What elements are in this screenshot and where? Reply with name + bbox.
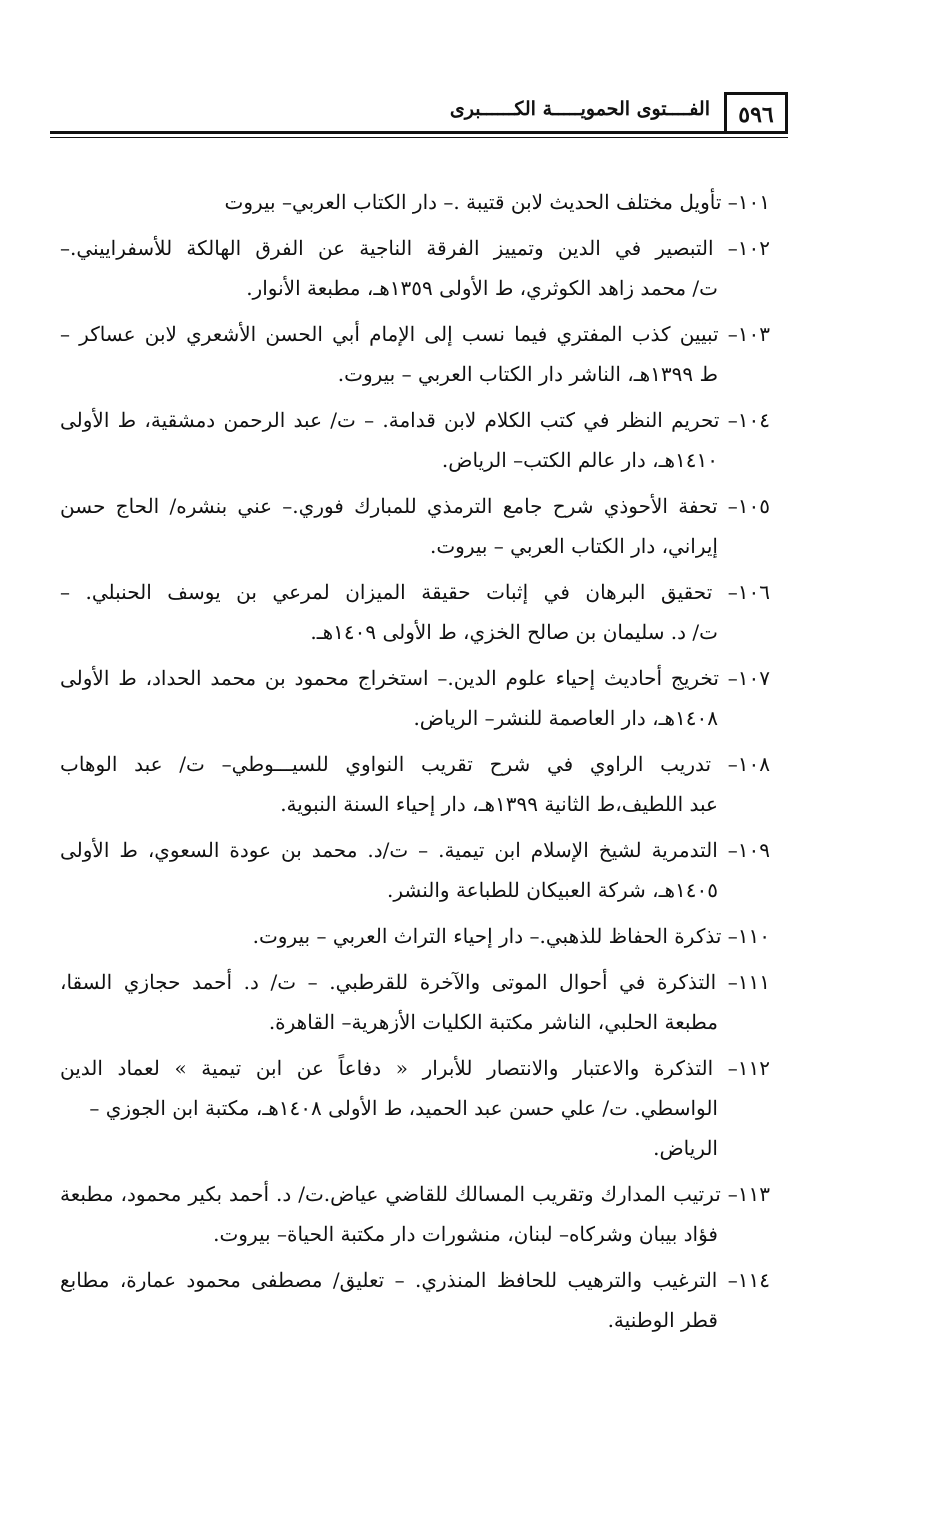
entry-number: ١٠٢	[737, 236, 770, 260]
entry-first-line	[60, 228, 770, 268]
entry-continuation-line: ت/ د. سليمان بن صالح الخزي، ط الأولى ١٤٠٩هـ.	[310, 620, 718, 644]
entry-first-line	[60, 1048, 770, 1088]
entry-continuation-line: ١٤١٠هـ، دار عالم الكتب– الرياض.	[441, 448, 718, 472]
entry-text: – التدمرية لشيخ الإسلام ابن تيمية. – ت/د. محمد بن عودة السعوي، ط الأولى	[60, 838, 738, 862]
bibliography-entry	[60, 228, 770, 308]
entry-number: ١١٠	[737, 924, 770, 948]
running-title: الفــــتوى الحمويـــــة الكــــــبرى	[449, 98, 710, 120]
bibliography-entry	[60, 916, 770, 956]
entry-number: ١٠٩	[737, 838, 770, 862]
entry-text: – تحريم النظر في كتب الكلام لابن قدامة. – ت/ عبد الرحمن دمشقية، ط الأولى	[60, 408, 738, 432]
entry-text: – تحفة الأحوذي شرح جامع الترمذي للمبارك فوري.– عني بنشره/ الحاج حسن	[60, 494, 738, 518]
header-rule	[50, 131, 788, 134]
entry-text: – التذكرة في أحوال الموتى والآخرة للقرطبي. – ت/ د. أحمد حجازي السقا،	[60, 970, 738, 994]
entry-first-line	[60, 962, 770, 1002]
entry-first-line	[60, 916, 770, 956]
entry-first-line	[60, 1174, 770, 1214]
bibliography-entry	[60, 744, 770, 824]
bibliography-entry	[60, 658, 770, 738]
bibliography-entry	[60, 962, 770, 1042]
bibliography-entry	[60, 1174, 770, 1254]
entry-first-line	[60, 1260, 770, 1300]
entry-number: ١١٢	[737, 1056, 770, 1080]
entry-text: – تحقيق البرهان في إثبات حقيقة الميزان لمرعي بن يوسف الحنبلي. –	[60, 580, 738, 604]
entry-text: – التبصير في الدين وتمييز الفرقة الناجية عن الفرق الهالكة للأسفراييني.–	[60, 236, 738, 260]
entry-number: ١١٤	[737, 1268, 770, 1292]
entry-first-line	[60, 744, 770, 784]
entry-first-line	[60, 400, 770, 440]
entry-number: ١١٣	[737, 1182, 770, 1206]
entry-continuation-line: ت/ محمد زاهد الكوثري، ط الأولى ١٣٥٩هـ، مطبعة الأنوار.	[246, 276, 718, 300]
bibliography-entry	[60, 572, 770, 652]
entry-number: ١٠١	[737, 190, 770, 214]
entry-number: ١٠٦	[737, 580, 770, 604]
page-number: ٥٩٦	[724, 92, 788, 134]
entry-number: ١٠٣	[737, 322, 770, 346]
entry-text: – تخريج أحاديث إحياء علوم الدين.– استخراج محمود بن محمد الحداد، ط الأولى	[60, 666, 738, 690]
entry-continuation-line: إيراني، دار الكتاب العربي – بيروت.	[429, 534, 718, 558]
bibliography-entry	[60, 314, 770, 394]
bibliography-entry	[60, 400, 770, 480]
entry-number: ١٠٤	[737, 408, 770, 432]
entry-continuation-line: قطر الوطنية.	[607, 1308, 718, 1332]
entry-continuation-line: الواسطي. ت/ علي حسن عبد الحميد، ط الأولى ١٤٠٨هـ، مكتبة ابن الجوزي –	[89, 1096, 718, 1120]
entry-text: – التذكرة والاعتبار والانتصار للأبرار « دفاعاً عن ابن تيمية » لعماد الدين	[60, 1056, 738, 1080]
entry-first-line	[60, 486, 770, 526]
entry-text: – ترتيب المدارك وتقريب المسالك للقاضي عياض.ت/ د. أحمد بكير محمود، مطبعة	[60, 1182, 738, 1206]
entry-continuation-line: فؤاد بيبان وشركاه– لبنان، منشورات دار مكتبة الحياة– بيروت.	[213, 1222, 718, 1246]
entry-continuation-line: ١٤٠٥هـ، شركة العبيكان للطباعة والنشر.	[387, 878, 718, 902]
entry-continuation-line: ط ١٣٩٩هـ، الناشر دار الكتاب العربي – بيروت.	[337, 362, 718, 386]
entry-text: – تدريب الراوي في شرح تقريب النواوي للسيـــوطي– ت/ عبد الوهاب	[60, 752, 738, 776]
entry-continuation-line: ١٤٠٨هـ، دار العاصمة للنشر– الرياض.	[413, 706, 718, 730]
bibliography-list	[60, 182, 770, 1346]
page-header	[50, 92, 788, 138]
entry-continuation-line: الرياض.	[653, 1136, 718, 1160]
bibliography-entry	[60, 486, 770, 566]
entry-number: ١٠٧	[737, 666, 770, 690]
entry-number: ١٠٥	[737, 494, 770, 518]
entry-first-line	[60, 830, 770, 870]
entry-first-line	[60, 572, 770, 612]
entry-text: – تأويل مختلف الحديث لابن قتيبة .– دار الكتاب العربي– بيروت	[224, 190, 738, 214]
bibliography-entry	[60, 1260, 770, 1340]
entry-continuation-line: مطبعة الحلبي، الناشر مكتبة الكليات الأزهرية– القاهرة.	[268, 1010, 718, 1034]
entry-first-line	[60, 182, 770, 222]
entry-first-line	[60, 314, 770, 354]
bibliography-entry	[60, 182, 770, 222]
entry-number: ١٠٨	[737, 752, 770, 776]
entry-continuation-line: عبد اللطيف،ط الثانية ١٣٩٩هـ، دار إحياء السنة النبوية.	[280, 792, 718, 816]
header-rule-thin	[50, 137, 788, 138]
bibliography-entry	[60, 1048, 770, 1168]
entry-text: – الترغيب والترهيب للحافظ المنذري. – تعليق/ مصطفى محمود عمارة، مطابع	[60, 1268, 738, 1292]
bibliography-entry	[60, 830, 770, 910]
entry-first-line	[60, 658, 770, 698]
entry-text: – تبيين كذب المفتري فيما نسب إلى الإمام أبي الحسن الأشعري لابن عساكر –	[60, 322, 738, 346]
entry-number: ١١١	[737, 970, 770, 994]
entry-text: – تذكرة الحفاظ للذهبي.– دار إحياء التراث العربي – بيروت.	[252, 924, 738, 948]
